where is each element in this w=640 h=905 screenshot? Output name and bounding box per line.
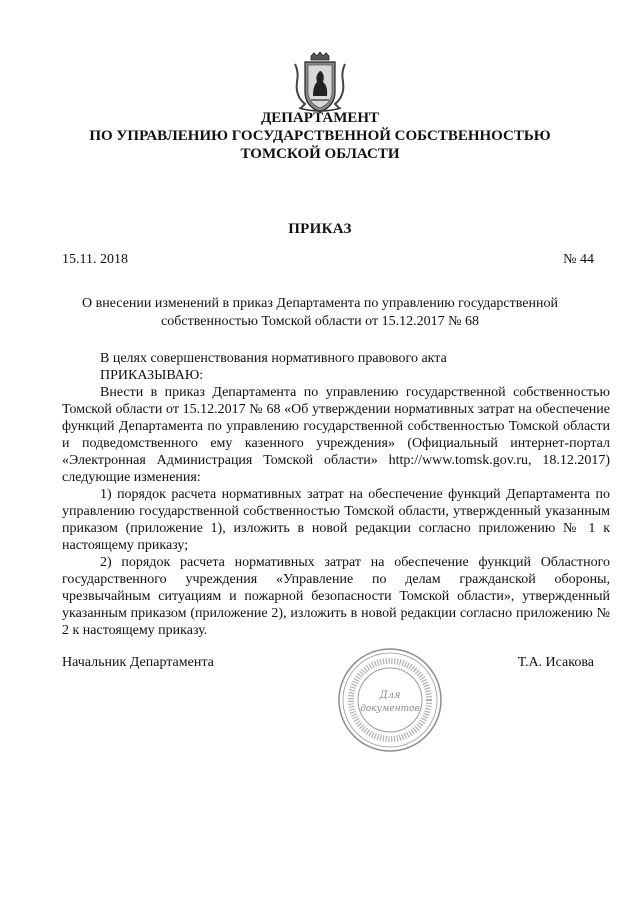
stamp-text-1: Для <box>379 690 401 701</box>
subject-line-2: собственностью Томской области от 15.12.2017 № 68 <box>161 314 479 329</box>
item-2: 2) порядок расчета нормативных затрат на обеспечение функций Областного государственного учреждения «Управление по делам гражданской обороны, чрезвычайным ситуациям и пожарной безопасности Томской области», утвержденный указанным приказом (приложение 2), изложить в новой редакции согласно приложению № 2 к настоящему приказу. <box>62 555 610 638</box>
document-body <box>62 350 610 639</box>
coat-of-arms-icon <box>291 52 349 114</box>
header-line-1: ДЕПАРТАМЕНТ <box>260 110 380 126</box>
signature-role: Начальник Департамента <box>62 655 214 670</box>
stamp-text-2: документов <box>360 704 420 714</box>
signature-name: Т.А. Исакова <box>517 655 594 670</box>
document-title: ПРИКАЗ <box>288 221 352 237</box>
round-stamp-icon <box>336 646 444 754</box>
item-1: 1) порядок расчета нормативных затрат на обеспечение функций Департамента по управлению государственной собственностью Томской области, утвержденный указанным приказом (приложение 1), изложить в новой редакции согласно приложению № 1 к настоящему приказу; <box>62 487 610 553</box>
preamble: В целях совершенствования нормативного правового акта <box>100 351 447 366</box>
document-date: 15.11. 2018 <box>62 252 128 267</box>
main-paragraph: Внести в приказ Департамента по управлению государственной собственностью Томской области от 15.12.2017 № 68 «Об утверждении нормативных затрат на обеспечение функций Департамента по управлению государственной собственностью Томской области и подведомственного ему казенного учреждения» (Официальный интернет-портал «Электронная Администрация Томской области» http://www.tomsk.gov.ru, 18.12.2017) следующие изменения: <box>62 385 610 485</box>
document-number: № 44 <box>563 252 594 267</box>
subject-line-1: О внесении изменений в приказ Департамента по управлению государственной <box>82 296 558 311</box>
header-line-3: ТОМСКОЙ ОБЛАСТИ <box>240 146 400 162</box>
header-line-2: ПО УПРАВЛЕНИЮ ГОСУДАРСТВЕННОЙ СОБСТВЕННОСТЬЮ <box>89 128 551 144</box>
order-keyword: ПРИКАЗЫВАЮ: <box>100 368 204 383</box>
document-subject <box>0 295 640 331</box>
